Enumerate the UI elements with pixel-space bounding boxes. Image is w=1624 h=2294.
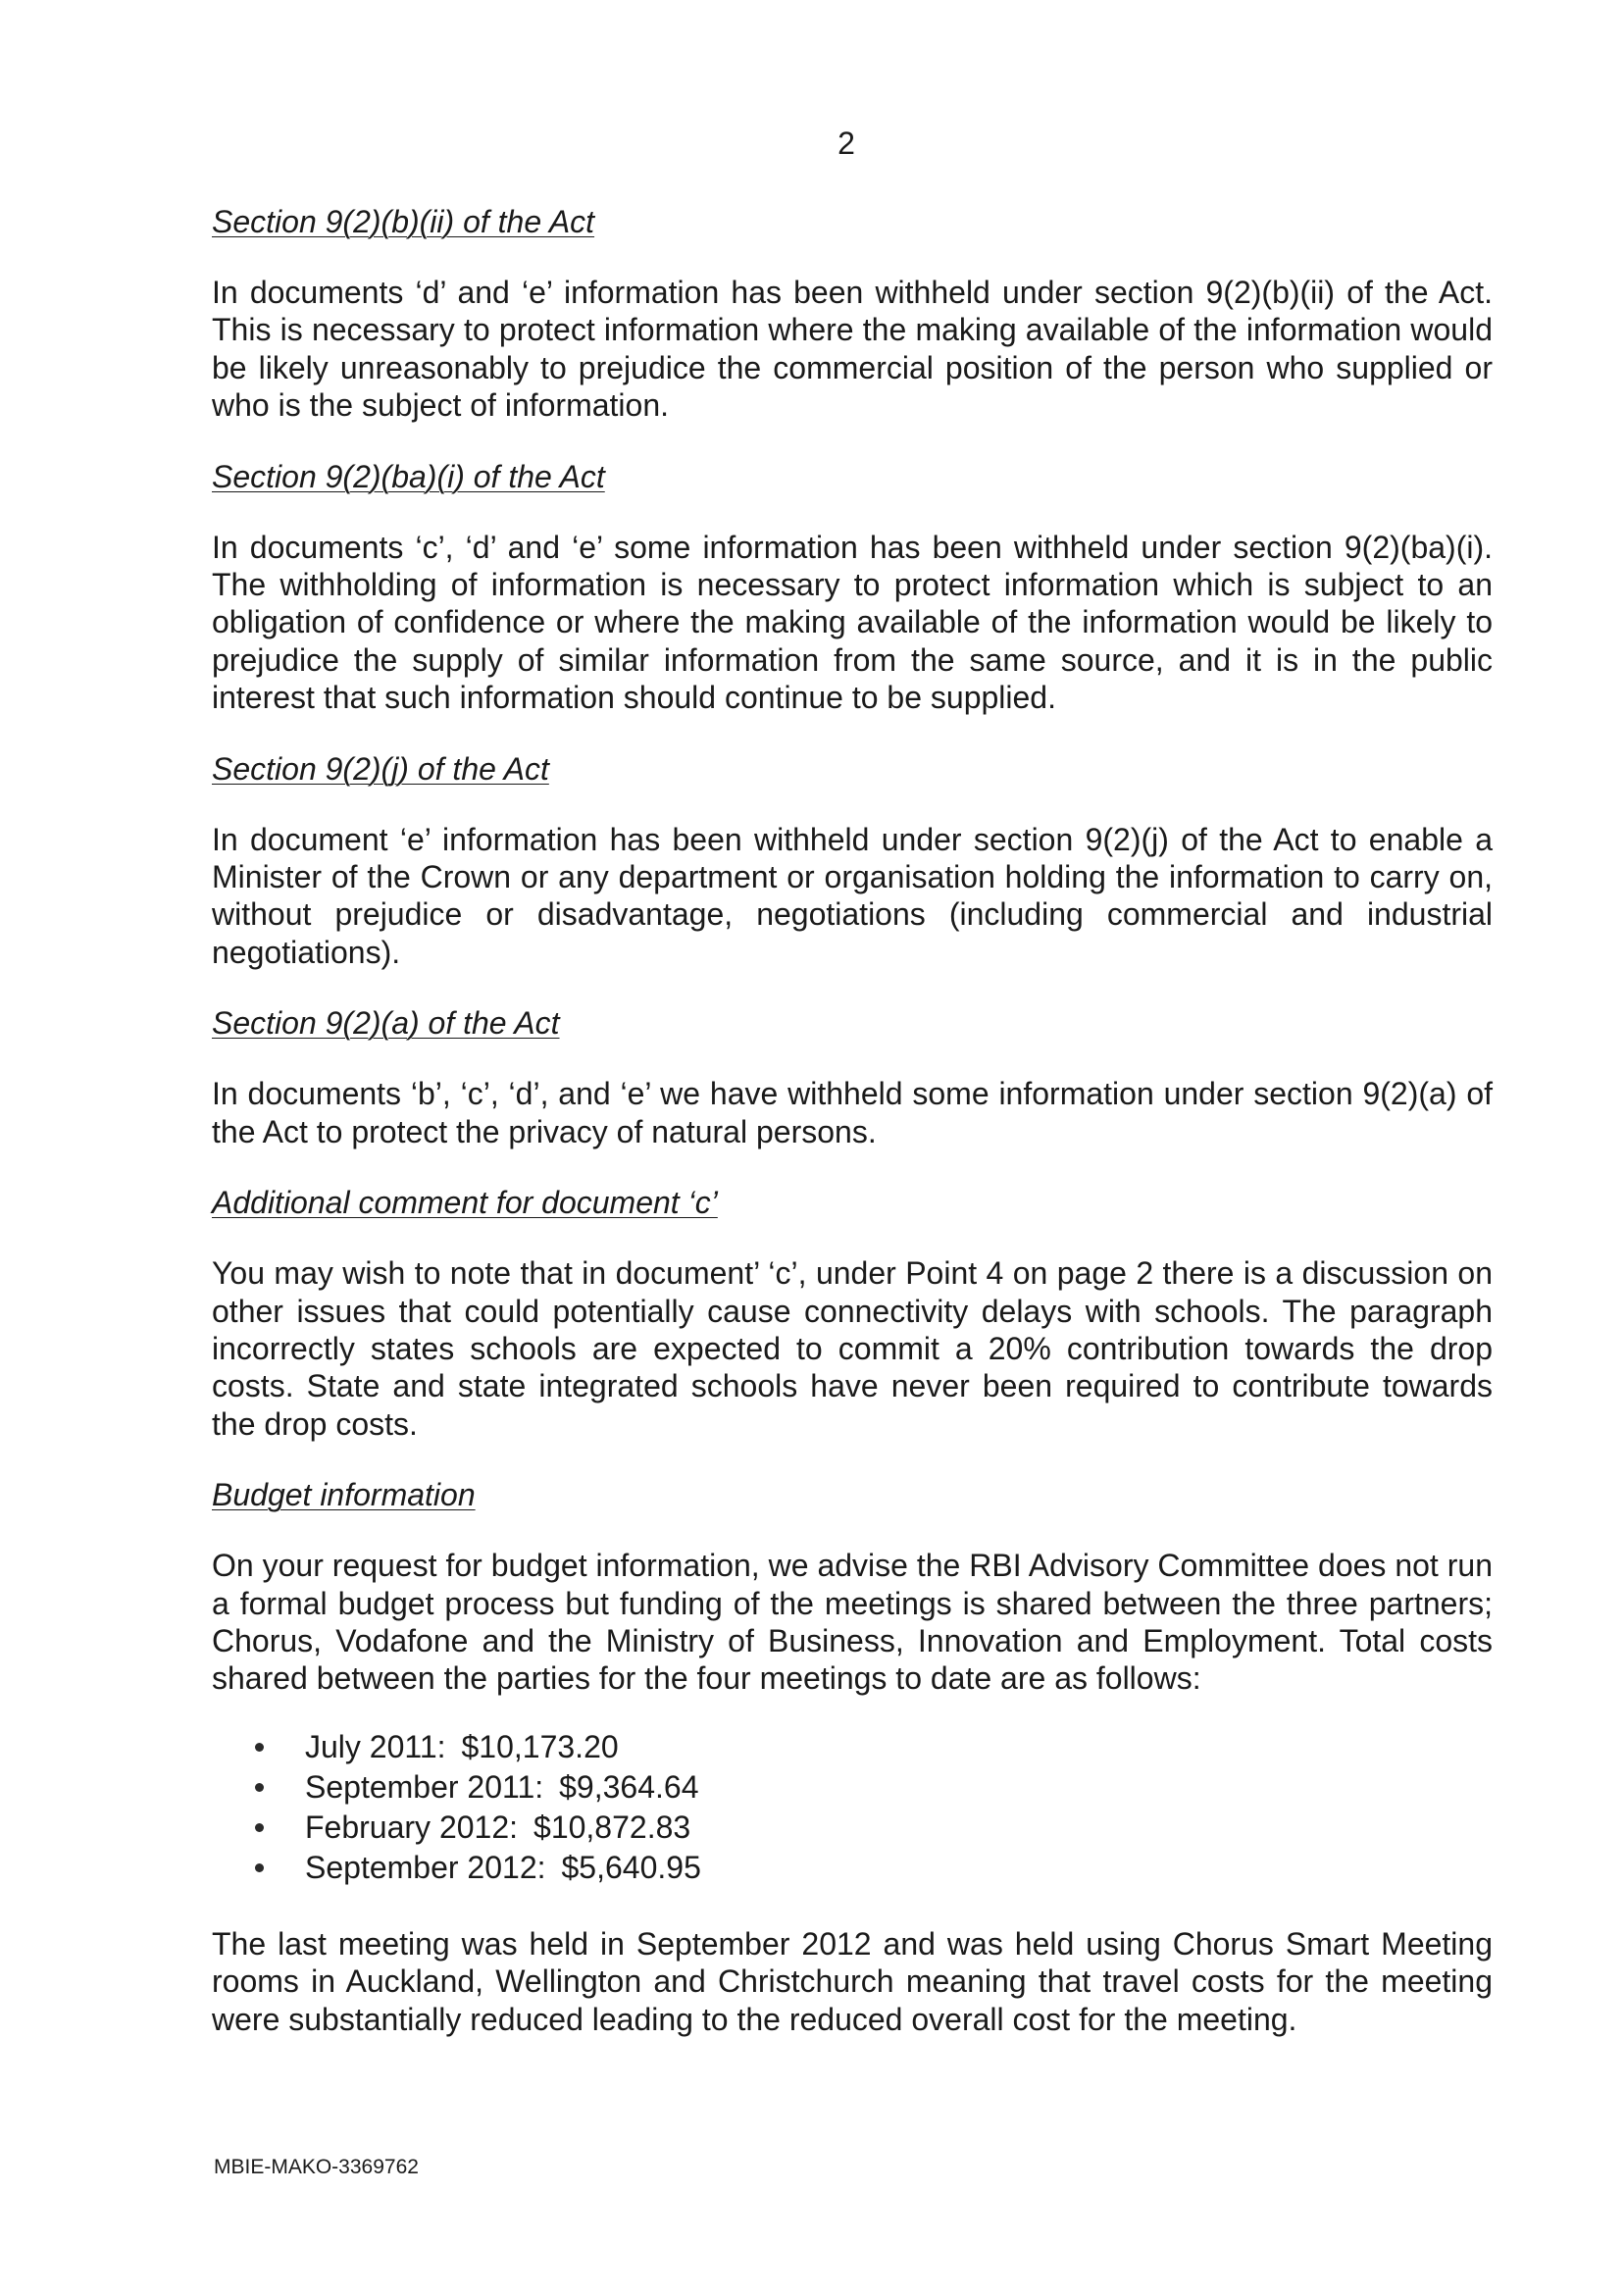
document-body xyxy=(212,203,1493,2071)
budget-list-item xyxy=(255,1767,1493,1808)
budget-item-label: September 2012: xyxy=(305,1849,546,1885)
bullet-icon xyxy=(255,1783,264,1792)
section-9-2-b-ii xyxy=(212,203,1493,425)
section-heading: Budget information xyxy=(212,1477,476,1513)
section-9-2-a xyxy=(212,1004,1493,1150)
budget-item-value: $10,173.20 xyxy=(461,1728,619,1764)
section-paragraph: You may wish to note that in document’ ‘c’, under Point 4 on page 2 there is a discussion on other issues that could potentially cause connectivity delays with schools. The paragraph incorrectly states schools are expected to commit a 20% contribution towards the drop costs. State and state integrated schools have never been required to contribute towards the drop costs. xyxy=(212,1255,1493,1442)
section-additional-comment xyxy=(212,1184,1493,1443)
budget-list-item xyxy=(255,1727,1493,1767)
bullet-icon xyxy=(255,1823,264,1832)
budget-intro-paragraph: On your request for budget information, we advise the RBI Advisory Committee does not run a formal budget process but funding of the meetings is shared between the three partners; Chorus, Vodafone and the Ministry of Business, Innovation and Employment. Total costs shared between the parties for the four meetings to date are as follows: xyxy=(212,1548,1493,1697)
budget-item-label: July 2011: xyxy=(305,1728,446,1764)
budget-item-value: $10,872.83 xyxy=(533,1809,691,1845)
section-paragraph: In documents ‘b’, ‘c’, ‘d’, and ‘e’ we have withheld some information under section 9(2)(a) of the Act to protect the privacy of natural persons. xyxy=(212,1076,1493,1149)
budget-closing-paragraph: The last meeting was held in September 2012 and was held using Chorus Smart Meeting rooms in Auckland, Wellington and Christchurch meaning that travel costs for the meeting were substantially reduced leading to the reduced overall cost for the meeting. xyxy=(212,1925,1493,2037)
section-paragraph: In document ‘e’ information has been withheld under section 9(2)(j) of the Act to enable a Minister of the Crown or any department or organisation holding the information to carry on, without prejudice or disadvantage, negotiations (including commercial and industrial negotiations). xyxy=(212,821,1493,970)
budget-item-label: February 2012: xyxy=(305,1809,519,1845)
section-heading: Additional comment for document ‘c’ xyxy=(212,1185,718,1221)
budget-item-value: $5,640.95 xyxy=(561,1849,701,1885)
section-9-2-j xyxy=(212,750,1493,972)
section-9-2-ba-i xyxy=(212,458,1493,717)
section-heading: Section 9(2)(b)(ii) of the Act xyxy=(212,204,595,239)
section-paragraph: In documents ‘d’ and ‘e’ information has been withheld under section 9(2)(b)(ii) of the Act. This is necessary to protect information where the making available of the information would be likely unreasonably to prejudice the commercial position of the person who supplied or who is the subject of information. xyxy=(212,275,1493,424)
section-budget-information xyxy=(212,1476,1493,2038)
budget-item-label: September 2011: xyxy=(305,1768,544,1805)
section-heading: Section 9(2)(a) of the Act xyxy=(212,1005,560,1042)
budget-list-item xyxy=(255,1808,1493,1848)
section-paragraph: In documents ‘c’, ‘d’ and ‘e’ some information has been withheld under section 9(2)(ba)(i). The withholding of information is necessary to protect information which is subject to an obligation of confidence or where the making available of the information would be likely to prejudice the supply of similar information from the same source, and it is in the public interest that such information should continue to be supplied. xyxy=(212,529,1493,716)
bullet-icon xyxy=(255,1743,264,1752)
budget-list-item xyxy=(255,1848,1493,1888)
bullet-icon xyxy=(255,1863,264,1872)
document-reference-footer: MBIE-MAKO-3369762 xyxy=(214,2156,419,2178)
section-heading: Section 9(2)(j) of the Act xyxy=(212,750,549,787)
page-number: 2 xyxy=(837,126,855,161)
budget-list xyxy=(212,1727,1493,1888)
section-heading: Section 9(2)(ba)(i) of the Act xyxy=(212,458,605,494)
budget-item-value: $9,364.64 xyxy=(559,1768,699,1805)
